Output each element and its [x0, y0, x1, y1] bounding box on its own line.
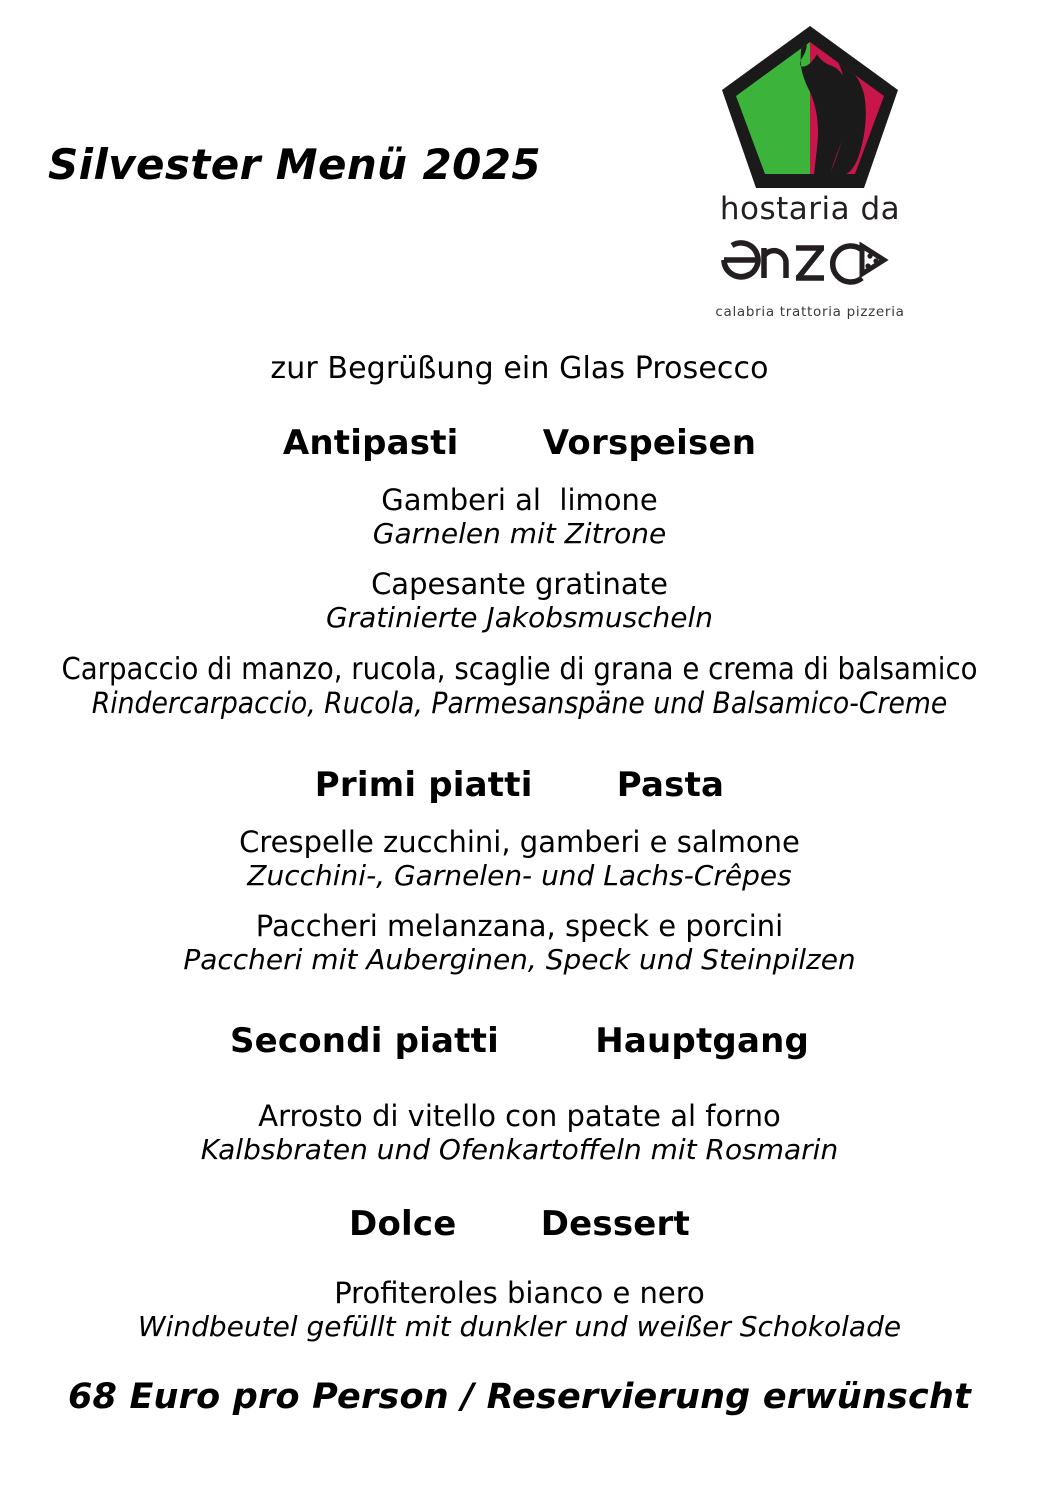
- logo-wordmark-sub: calabria trattoria pizzeria: [715, 304, 905, 320]
- dish-item: [0, 826, 1039, 892]
- greeting-line: zur Begrüßung ein Glas Prosecco: [270, 351, 769, 386]
- dish-item: [0, 484, 1039, 550]
- course-heading: Dolce Dessert: [349, 1204, 690, 1245]
- dish-name-de: Paccheri mit Auberginen, Speck und Steinpilzen: [183, 943, 856, 977]
- dish-item: [0, 1277, 1039, 1343]
- course-heading: Primi piatti Pasta: [314, 765, 725, 805]
- logo-wordmark-enzo: [712, 230, 908, 290]
- course-heading: Antipasti Vorspeisen: [282, 423, 757, 463]
- dish-item: [0, 568, 1039, 634]
- course-secondi-piatti: [0, 1020, 1039, 1166]
- dish-item: [0, 653, 1039, 721]
- dish-name-it: Gamberi al limone: [381, 483, 658, 518]
- dish-name-it: Paccheri melanzana, speck e porcini: [255, 909, 784, 944]
- dish-name-it: Carpaccio di manzo, rucola, scaglie di grana e crema di balsamico: [61, 651, 978, 687]
- dish-name-it: Crespelle zucchini, gamberi e salmone: [239, 825, 800, 860]
- course-heading: Secondi piatti Hauptgang: [229, 1020, 810, 1061]
- dish-name-de: Windbeutel gefüllt mit dunkler und weißer Schokolade: [137, 1310, 902, 1344]
- price-note: 68 Euro pro Person / Reservierung erwünscht: [67, 1376, 972, 1417]
- logo-wordmark-top: hostaria da: [719, 191, 901, 227]
- dish-name-de: Zucchini-, Garnelen- und Lachs-Crêpes: [247, 859, 792, 893]
- course-antipasti: [0, 425, 1039, 721]
- restaurant-logo: [712, 22, 908, 322]
- dish-name-de: Kalbsbraten und Ofenkartoffeln mit Rosmarin: [200, 1132, 839, 1166]
- menu-body: [0, 352, 1039, 1416]
- pentagon-chili-icon: [718, 22, 902, 192]
- dish-name-it: Profiteroles bianco e nero: [334, 1276, 705, 1311]
- dish-name-de: Garnelen mit Zitrone: [372, 517, 667, 551]
- dish-item: [0, 910, 1039, 976]
- page-header: [0, 0, 1039, 340]
- page-title: Silvester Menü 2025: [48, 140, 541, 189]
- dish-name-de: Rindercarpaccio, Rucola, Parmesanspäne und Balsamico-Creme: [91, 686, 948, 721]
- dish-name-it: Arrosto di vitello con patate al forno: [258, 1098, 781, 1133]
- dish-name-it: Capesante gratinate: [371, 567, 668, 602]
- dish-name-de: Gratinierte Jakobsmuscheln: [325, 601, 714, 635]
- dish-item: [0, 1100, 1039, 1166]
- course-dolce: [0, 1206, 1039, 1343]
- course-primi-piatti: [0, 767, 1039, 977]
